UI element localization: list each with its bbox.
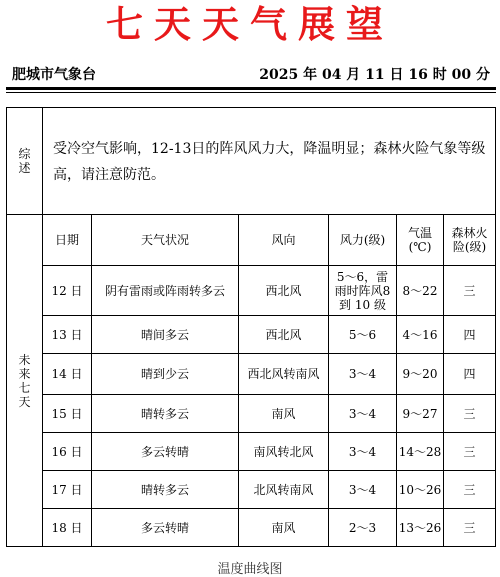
- cell-wind-dir: 西北风转南风: [239, 354, 329, 395]
- cell-wind-dir: 南风: [239, 395, 329, 433]
- cell-fire: 四: [444, 316, 496, 354]
- cell-weather: 晴转多云: [92, 471, 239, 509]
- cell-weather: 多云转晴: [92, 433, 239, 471]
- cell-fire: 三: [444, 433, 496, 471]
- cell-weather: 晴间多云: [92, 316, 239, 354]
- cell-date: 12 日: [43, 266, 92, 316]
- col-header-wind-dir: 风向: [239, 215, 329, 266]
- table-row: [7, 354, 496, 395]
- col-header-wind-force: 风力(级): [329, 215, 397, 266]
- cell-fire: 三: [444, 266, 496, 316]
- table-row: [7, 395, 496, 433]
- cell-wind-force: 3～4: [329, 354, 397, 395]
- issuer: 肥城市气象台: [12, 67, 96, 83]
- cell-temp: 10～26: [397, 471, 444, 509]
- table-row: [7, 266, 496, 316]
- cell-weather: 多云转晴: [92, 509, 239, 547]
- cell-wind-dir: 南风: [239, 509, 329, 547]
- divider-thick: [6, 87, 496, 90]
- page-title: 七天天气展望: [106, 2, 394, 46]
- summary-text: 受冷空气影响，12-13日的阵风风力大，降温明显；森林火险气象等级高，请注意防范。: [43, 108, 496, 215]
- forecast-table: [6, 107, 496, 547]
- cell-date: 18 日: [43, 509, 92, 547]
- col-header-temp: 气温 (℃): [397, 215, 444, 266]
- cell-date: 15 日: [43, 395, 92, 433]
- cell-weather: 阴有雷雨或阵雨转多云: [92, 266, 239, 316]
- cell-wind-force: 5～6: [329, 316, 397, 354]
- cell-fire: 三: [444, 395, 496, 433]
- cell-wind-force: 3～4: [329, 471, 397, 509]
- issue-info: [12, 64, 490, 84]
- cell-wind-force: 3～4: [329, 395, 397, 433]
- cell-temp: 9～20: [397, 354, 444, 395]
- cell-temp: 8～22: [397, 266, 444, 316]
- cell-wind-dir: 北风转南风: [239, 471, 329, 509]
- issue-time: 2025 年 04 月 11 日 16 时 00 分: [259, 67, 490, 83]
- cell-fire: 四: [444, 354, 496, 395]
- cell-temp: 9～27: [397, 395, 444, 433]
- table-row: [7, 509, 496, 547]
- col-header-fire: 森林火 险(级): [444, 215, 496, 266]
- cell-wind-dir: 西北风: [239, 316, 329, 354]
- cell-date: 13 日: [43, 316, 92, 354]
- summary-label: 综 述: [7, 108, 43, 215]
- cell-wind-force: 3～4: [329, 433, 397, 471]
- cell-wind-force: 2～3: [329, 509, 397, 547]
- cell-wind-dir: 西北风: [239, 266, 329, 316]
- temperature-curve-caption: 温度曲线图: [217, 562, 283, 577]
- divider-thin: [6, 92, 496, 93]
- cell-temp: 4～16: [397, 316, 444, 354]
- cell-temp: 13～26: [397, 509, 444, 547]
- cell-wind-force: 5～6，雷雨时阵风8到 10 级: [329, 266, 397, 316]
- table-row: [7, 316, 496, 354]
- cell-weather: 晴到少云: [92, 354, 239, 395]
- col-header-date: 日期: [43, 215, 92, 266]
- cell-wind-dir: 南风转北风: [239, 433, 329, 471]
- cell-fire: 三: [444, 471, 496, 509]
- cell-date: 17 日: [43, 471, 92, 509]
- cell-weather: 晴转多云: [92, 395, 239, 433]
- cell-date: 14 日: [43, 354, 92, 395]
- table-row: [7, 433, 496, 471]
- cell-temp: 14～28: [397, 433, 444, 471]
- cell-date: 16 日: [43, 433, 92, 471]
- summary-row: [7, 108, 496, 215]
- cell-fire: 三: [444, 509, 496, 547]
- forecast-label: 未 来 七 天: [7, 215, 43, 547]
- table-row: [7, 471, 496, 509]
- col-header-weather: 天气状况: [92, 215, 239, 266]
- table-header-row: [7, 215, 496, 266]
